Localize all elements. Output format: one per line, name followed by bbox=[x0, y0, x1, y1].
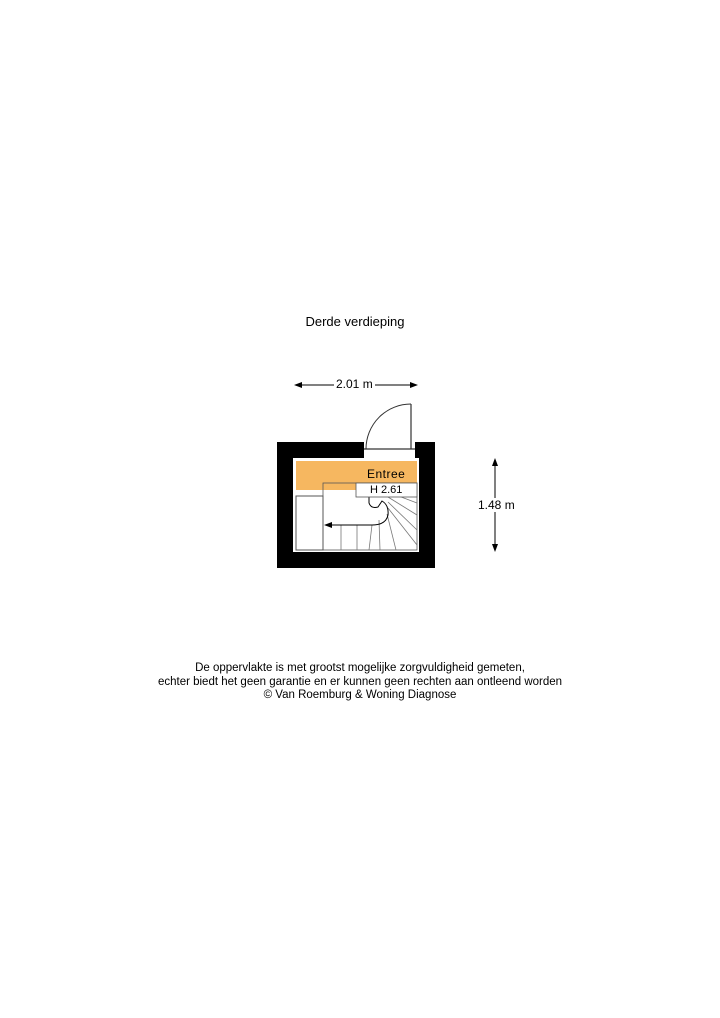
door-opening bbox=[364, 441, 415, 459]
height-dimension-label: 1.48 m bbox=[478, 498, 515, 512]
floor-title: Derde verdieping bbox=[305, 314, 405, 329]
disclaimer-line-3: © Van Roemburg & Woning Diagnose bbox=[263, 689, 457, 701]
closet bbox=[296, 496, 323, 550]
disclaimer-line-2: echter biedt het geen garantie en er kunnen geen rechten aan ontleend worden bbox=[157, 675, 563, 688]
width-dimension-label: 2.01 m bbox=[336, 377, 373, 391]
ceiling-height: H 2.61 bbox=[370, 484, 403, 496]
disclaimer-line-1: De oppervlakte is met grootst mogelijke zorgvuldigheid gemeten, bbox=[195, 662, 525, 674]
room-name: Entree bbox=[367, 467, 406, 481]
disclaimer bbox=[0, 662, 720, 703]
